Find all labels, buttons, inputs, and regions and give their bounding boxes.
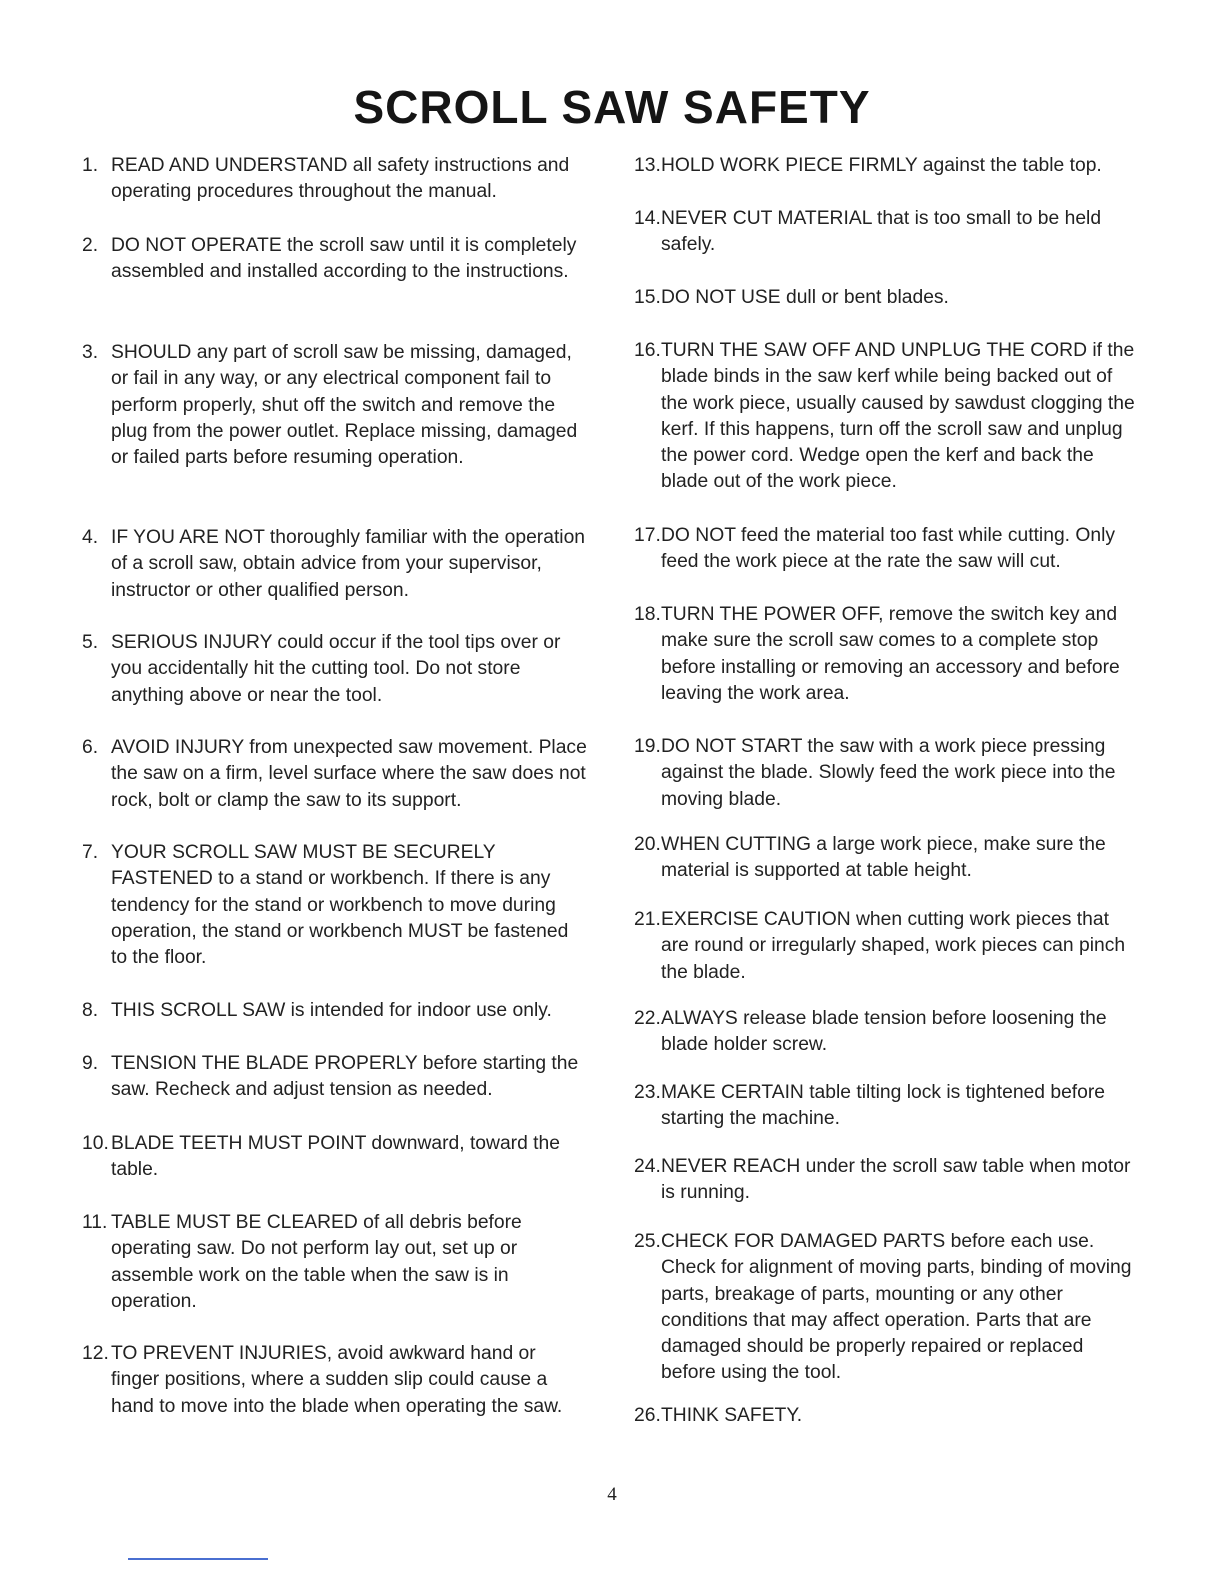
safety-item-10 [82,1131,587,1184]
safety-item-19 [634,734,1139,813]
safety-item-18 [634,602,1139,707]
safety-item-4 [82,525,587,604]
safety-item-22 [634,1006,1139,1059]
safety-item-14 [634,206,1139,259]
item-text: TURN THE SAW OFF AND UNPLUG THE CORD if the blade binds in the saw kerf while being backed out of the work piece, usually caused by sawdust clogging the kerf. If this happens, turn off the scroll saw and unplug the power cord. Wedge open the kerf and back the blade out of the work piece. [661,340,1135,493]
item-number: 2. [82,235,99,256]
item-number: 21. [634,909,661,930]
item-number: 19. [634,736,661,757]
item-number: 10. [82,1133,109,1154]
item-text: YOUR SCROLL SAW MUST BE SECURELY FASTENED to a stand or workbench. If there is any tendency for the stand or workbench to move during operation, the stand or workbench MUST be fastened to the floor. [111,842,569,969]
item-number: 4. [82,527,99,548]
item-text: TENSION THE BLADE PROPERLY before starting the saw. Recheck and adjust tension as needed. [111,1053,579,1101]
safety-item-1 [82,153,587,206]
safety-item-17 [634,523,1139,576]
item-number: 24. [634,1156,661,1177]
item-number: 14. [634,208,661,229]
safety-item-3 [82,340,587,471]
safety-item-7 [82,840,587,971]
item-text: BLADE TEETH MUST POINT downward, toward the table. [111,1133,560,1181]
item-text: DO NOT START the saw with a work piece pressing against the blade. Slowly feed the work piece into the moving blade. [661,736,1116,810]
safety-item-9 [82,1051,587,1104]
safety-item-25 [634,1229,1139,1387]
item-text: THINK SAFETY. [661,1405,803,1426]
item-text: NEVER REACH under the scroll saw table when motor is running. [661,1156,1131,1204]
item-number: 16. [634,340,661,361]
bottom-rule [128,1558,268,1560]
item-text: WHEN CUTTING a large work piece, make sure the material is supported at table height. [661,834,1106,882]
item-number: 20. [634,834,661,855]
safety-item-13 [634,153,1139,179]
safety-item-23 [634,1080,1139,1133]
item-text: DO NOT feed the material too fast while cutting. Only feed the work piece at the rate the saw will cut. [661,525,1116,573]
item-number: 1. [82,155,99,176]
safety-item-11 [82,1210,587,1315]
item-number: 22. [634,1008,661,1029]
item-number: 12. [82,1343,109,1364]
safety-item-16 [634,338,1139,496]
item-text: TURN THE POWER OFF, remove the switch key and make sure the scroll saw comes to a complete stop before installing or removing an accessory and before leaving the work area. [661,604,1120,704]
safety-item-8 [82,998,587,1024]
page-number: 4 [607,1484,617,1505]
item-number: 7. [82,842,99,863]
safety-item-2 [82,233,587,286]
item-text: MAKE CERTAIN table tilting lock is tightened before starting the machine. [661,1082,1106,1130]
item-text: THIS SCROLL SAW is intended for indoor use only. [111,1000,552,1021]
item-number: 18. [634,604,661,625]
item-text: DO NOT OPERATE the scroll saw until it is completely assembled and installed according to the instructions. [111,235,577,283]
safety-item-6 [82,735,587,814]
safety-item-21 [634,907,1139,986]
item-text: AVOID INJURY from unexpected saw movement. Place the saw on a firm, level surface where the saw does not rock, bolt or clamp the saw to its support. [111,737,587,811]
item-number: 25. [634,1231,661,1252]
item-text: HOLD WORK PIECE FIRMLY against the table top. [661,155,1102,176]
item-number: 13. [634,155,661,176]
item-number: 11. [82,1212,108,1233]
item-text: READ AND UNDERSTAND all safety instructions and operating procedures throughout the manual. [111,155,570,203]
item-text: CHECK FOR DAMAGED PARTS before each use. Check for alignment of moving parts, binding of moving parts, breakage of parts, mounting or any other conditions that may affect operation. Parts that are damaged should be properly repaired or replaced before using the tool. [661,1231,1132,1384]
item-number: 15. [634,287,661,308]
item-number: 3. [82,342,99,363]
safety-item-20 [634,832,1139,885]
item-text: IF YOU ARE NOT thoroughly familiar with the operation of a scroll saw, obtain advice from your supervisor, instructor or other qualified person. [111,527,586,601]
safety-item-12 [82,1341,587,1420]
item-number: 17. [634,525,661,546]
page-title: SCROLL SAW SAFETY [353,81,871,133]
item-text: TABLE MUST BE CLEARED of all debris before operating saw. Do not perform lay out, set up or assemble work on the table when the saw is in operation. [111,1212,522,1312]
safety-item-15 [634,285,1139,311]
item-text: SHOULD any part of scroll saw be missing, damaged, or fail in any way, or any electrical component fail to perform properly, shut off the switch and remove the plug from the power outlet. Replace missing, damaged or failed parts before resuming operation. [111,342,578,469]
item-number: 8. [82,1000,99,1021]
item-text: EXERCISE CAUTION when cutting work pieces that are round or irregularly shaped, work pieces can pinch the blade. [661,909,1126,983]
item-number: 23. [634,1082,661,1103]
safety-item-26 [634,1403,1139,1429]
item-number: 6. [82,737,99,758]
item-number: 26. [634,1405,661,1426]
item-text: DO NOT USE dull or bent blades. [661,287,949,308]
item-text: NEVER CUT MATERIAL that is too small to be held safely. [661,208,1102,256]
safety-item-5 [82,630,587,709]
item-number: 5. [82,632,99,653]
safety-item-24 [634,1154,1139,1207]
item-number: 9. [82,1053,99,1074]
item-text: ALWAYS release blade tension before loosening the blade holder screw. [661,1008,1107,1056]
item-text: TO PREVENT INJURIES, avoid awkward hand or finger positions, where a sudden slip could cause a hand to move into the blade when operating the saw. [111,1343,563,1417]
item-text: SERIOUS INJURY could occur if the tool tips over or you accidentally hit the cutting tool. Do not store anything above or near the tool. [111,632,561,706]
